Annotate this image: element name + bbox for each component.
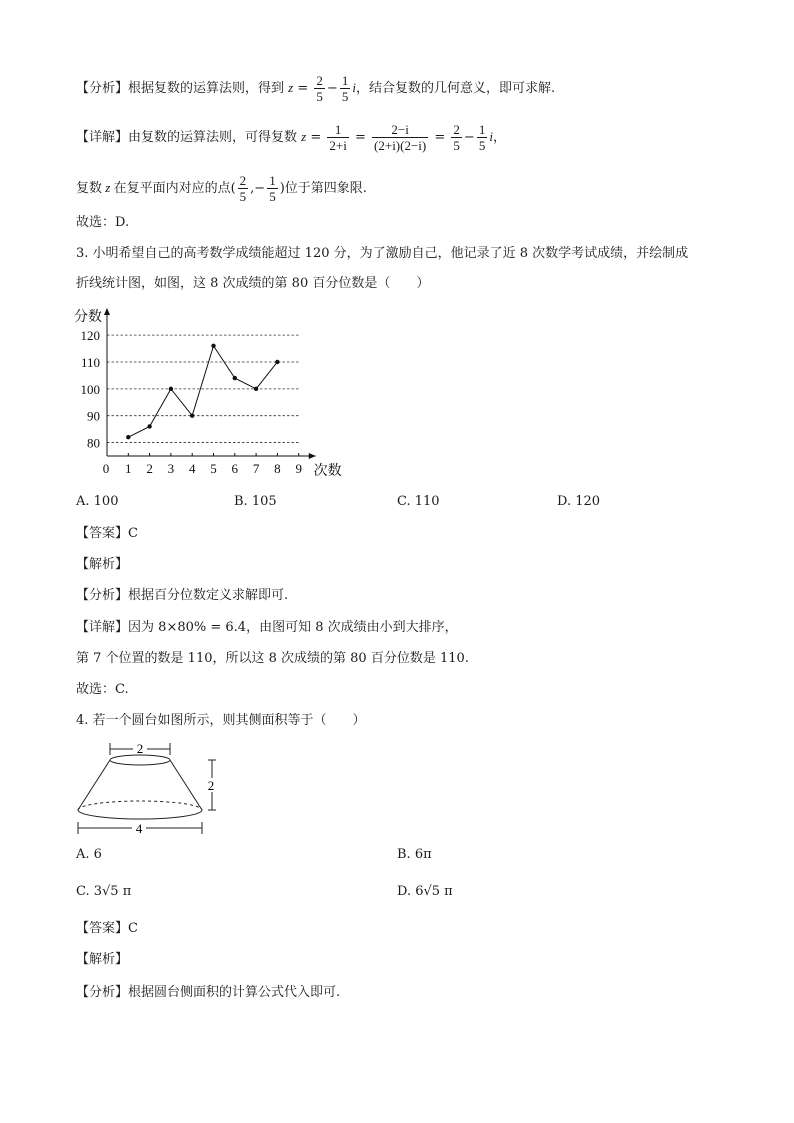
- q3-option-d: D. 120: [557, 494, 601, 509]
- fraction-1-5: $\frac{1}{5}$: [341, 73, 349, 104]
- q2-analysis-line: 【分析】根据复数的运算法则，得到 z = $\frac{2}{5}$ − $\frac{1}{5}$ i，结合复数的几何意义，即可求解.: [76, 73, 556, 104]
- q3-stem-line1: 3. 小明希望自己的高考数学成绩能超过 120 分，为了激励自己，他记录了近 8 次数学考试成绩，并绘制成: [76, 246, 689, 261]
- data-point: [169, 387, 173, 391]
- x-tick-label: 0: [102, 461, 110, 476]
- q3-analysis: 【分析】根据百分位数定义求解即可.: [76, 588, 289, 603]
- y-tick-label: 100: [80, 381, 100, 397]
- top-diameter-label: 2: [136, 741, 144, 756]
- y-axis-arrow: [104, 308, 110, 315]
- detail-tag: 【详解】: [76, 130, 129, 145]
- x-tick-label: 1: [125, 461, 132, 476]
- data-point: [211, 344, 215, 348]
- x-tick-label: 7: [252, 461, 260, 476]
- q4-analysis: 【分析】根据圆台侧面积的计算公式代入即可.: [76, 985, 341, 1000]
- detail-text: 由复数的运算法则，可得复数: [128, 130, 298, 145]
- x-tick-label: 9: [295, 461, 302, 476]
- y-tick-label: 90: [87, 408, 100, 424]
- x-axis-label: 次数: [313, 464, 342, 479]
- fraction-2-5: $\frac{2}{5}$: [316, 73, 323, 104]
- formula-z: z: [288, 80, 294, 95]
- y-axis-label: 分数: [74, 310, 102, 325]
- data-point: [126, 435, 130, 439]
- x-tick-label: 2: [146, 461, 153, 476]
- q3-detail-line2: 第 7 个位置的数是 110，所以这 8 次成绩的第 80 百分位数是 110.: [76, 651, 469, 666]
- data-point: [275, 360, 279, 364]
- frustum-figure: [70, 738, 220, 840]
- analysis-text-b: ，结合复数的几何意义，即可求解.: [355, 81, 556, 96]
- q2-detail-line2: 复数 z 在复平面内对应的点( $\frac{2}{5}$ ,− $\frac{1}{5}$ )位于第四象限.: [76, 173, 367, 204]
- q3-option-a: A. 100: [76, 494, 119, 509]
- q2-answer-line: 故选：D.: [76, 215, 130, 230]
- q4-option-b: B. 6π: [397, 847, 432, 862]
- fraction-conjugate: $\frac{2-i}{(2+i)(2-i)}$: [374, 122, 427, 153]
- fraction-1-over-2plusi: $\frac{1}{2+i}$: [329, 122, 347, 153]
- bottom-diameter-label: 4: [135, 821, 143, 836]
- q4-option-a: A. 6: [76, 847, 102, 862]
- q3-detail: 【详解】因为 8×80% = 6.4，由图可知 8 次成绩由小到大排序，: [76, 620, 458, 635]
- analysis-text: 根据复数的运算法则，得到: [128, 81, 285, 96]
- q3-answer-value: C: [128, 526, 138, 541]
- x-axis-arrow: [309, 453, 316, 459]
- analysis-tag: 【分析】: [76, 81, 129, 96]
- x-tick-label: 3: [167, 461, 175, 476]
- height-label: 2: [207, 778, 215, 793]
- q3-answer-line: 故选：C.: [76, 682, 129, 697]
- series-line: [128, 346, 277, 437]
- q4-explain-tag: 【解析】: [76, 952, 129, 967]
- q4-answer: 【答案】C: [76, 921, 138, 936]
- q3-formula: 8×80% = 6.4: [158, 620, 247, 635]
- q3-option-b: B. 105: [234, 494, 277, 509]
- q3-answer: 【答案】C: [76, 526, 138, 541]
- data-point: [254, 387, 258, 391]
- data-point: [190, 414, 194, 418]
- x-tick-label: 5: [210, 461, 217, 476]
- q3-explain-tag: 【解析】: [76, 557, 129, 572]
- q4-option-d: D. 6√5 π: [397, 884, 453, 899]
- q3-option-c: C. 110: [397, 494, 440, 509]
- x-tick-label: 8: [274, 461, 281, 476]
- q3-stem-line2: 折线统计图，如图，这 8 次成绩的第 80 百分位数是（ ）: [76, 276, 430, 291]
- y-tick-label: 110: [80, 354, 100, 370]
- q4-answer-value: C: [128, 921, 138, 936]
- data-point: [233, 376, 237, 380]
- y-tick-label: 120: [80, 328, 100, 344]
- q4-stem: 4. 若一个圆台如图所示，则其侧面积等于（ ）: [76, 713, 366, 728]
- q2-detail-line: 【详解】由复数的运算法则，可得复数 z = $\frac{1}{2+i}$ = $\frac{2-i}{(2+i)(2-i)}$ = $\frac{2}{5}$ − $\frac{1}{5}$ i，: [76, 122, 506, 153]
- line-chart: [64, 304, 364, 484]
- data-point: [147, 424, 151, 428]
- x-tick-label: 6: [231, 461, 239, 476]
- x-tick-label: 4: [188, 461, 196, 476]
- q4-option-c: C. 3√5 π: [76, 884, 132, 899]
- y-tick-label: 80: [87, 435, 100, 451]
